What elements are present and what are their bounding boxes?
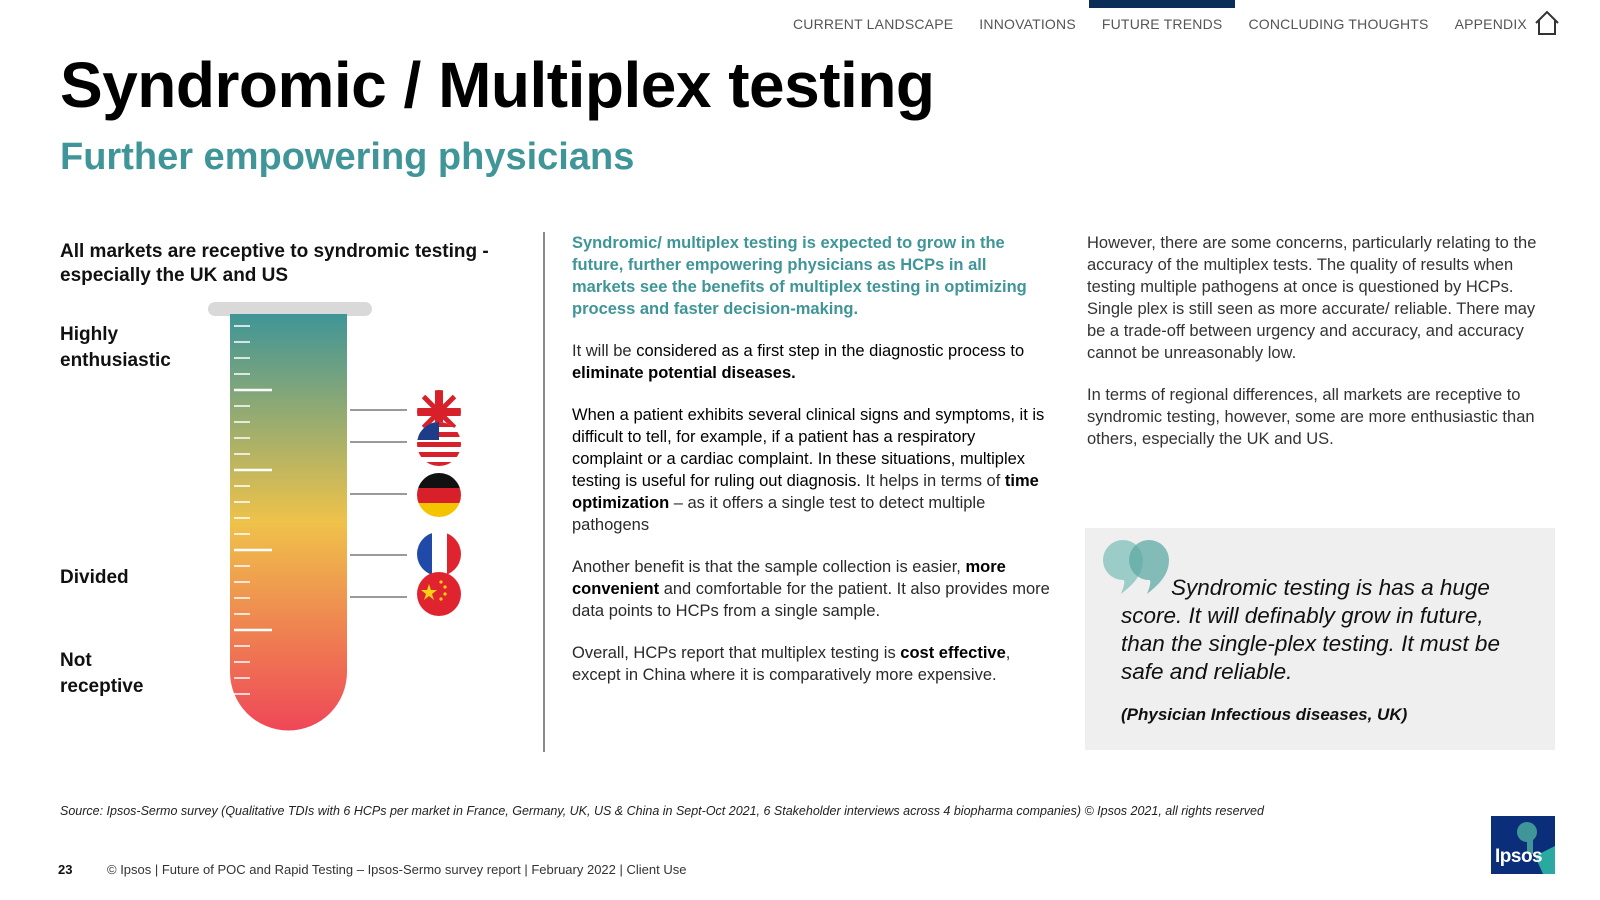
nav-future-trends[interactable]: FUTURE TRENDS — [1089, 0, 1236, 32]
scale-label-high-line2: enthusiastic — [60, 350, 171, 371]
middle-column — [572, 232, 1050, 706]
p2-bold-1: time optimization — [572, 472, 1039, 512]
nav-concluding-thoughts[interactable]: CONCLUDING THOUGHTS — [1248, 16, 1429, 32]
top-navigation — [780, 0, 1540, 40]
france-flag-icon — [417, 532, 462, 576]
page-number: 23 — [58, 862, 73, 877]
tube-cap — [208, 302, 372, 316]
footer-copyright: © Ipsos | Future of POC and Rapid Testing – Ipsos-Sermo survey report | February 2022 | Client Use — [107, 862, 687, 877]
page-title: Syndromic / Multiplex testing — [60, 49, 935, 121]
nav-innovations[interactable]: INNOVATIONS — [979, 16, 1076, 32]
middle-paragraph-1 — [572, 340, 1050, 384]
home-icon[interactable] — [1533, 9, 1561, 37]
quote-attribution: (Physician Infectious diseases, UK) — [1121, 705, 1408, 724]
ipsos-logo — [1491, 816, 1555, 874]
page-subtitle: Further empowering physicians — [60, 136, 635, 178]
right-column — [1087, 232, 1557, 470]
left-heading: All markets are receptive to syndromic testing - especially the UK and US — [60, 241, 489, 286]
p2-text-2: – as it offers a single test to detect multiple pathogens — [572, 494, 986, 534]
p1-emph-1: considered as a first step in the diagnostic process to — [636, 342, 1025, 360]
test-tube-scale — [200, 300, 480, 760]
middle-paragraph-4 — [572, 642, 1050, 686]
column-divider — [543, 232, 545, 752]
scale-label-not-line2: receptive — [60, 676, 144, 697]
right-paragraph-1: However, there are some concerns, particularly relating to the accuracy of the multiplex tests. The quality of results when testing multiple pathogens at once is questioned by HCPs. Single plex is still seen as more accurate/ reliable. There may be a trade-off between urgency and accuracy, and accuracy cannot be unreasonably low. — [1087, 234, 1537, 362]
scale-label-not — [60, 648, 143, 700]
china-flag-icon — [417, 572, 461, 616]
us-flag-icon — [417, 422, 461, 467]
scale-label-divided: Divided — [60, 567, 129, 588]
p3-text-1: Another benefit is that the sample collection is easier, — [572, 558, 966, 576]
middle-lead-paragraph: Syndromic/ multiplex testing is expected to grow in the future, further empowering physicians as HCPs in all markets see the benefits of multiplex testing in optimizing process and faster decision-making. — [572, 234, 1027, 318]
p4-bold-1: cost effective — [900, 644, 1006, 662]
scale-label-not-line1: Not — [60, 650, 92, 671]
p3-bold-1: more convenient — [572, 558, 1006, 598]
p4-text-1: Overall, HCPs report that multiplex testing is — [572, 644, 901, 662]
nav-current-landscape[interactable]: CURRENT LANDSCAPE — [793, 16, 954, 32]
p1-text-1: It will be — [572, 342, 637, 360]
p2-emph-1: When a patient exhibits several clinical signs and symptoms, it is difficult to tell, for example, if a patient has a respiratory complaint or a cardiac complaint. In these situations, multiplex testing is useful for ruling out diagnosis. — [572, 406, 1045, 490]
p2-text-1: It helps in terms of — [860, 472, 1005, 490]
quote-text: Syndromic testing is has a huge score. It will definably grow in future, than the single-plex testing. It must be safe and reliable. — [1121, 575, 1500, 684]
right-paragraph-2: In terms of regional differences, all markets are receptive to syndromic testing, however, some are more enthusiastic than others, especially the UK and US. — [1087, 386, 1535, 448]
tube-body — [230, 314, 347, 731]
p4-text-2: , except in China where it is comparatively more expensive. — [572, 644, 1011, 684]
p3-text-2: and comfortable for the patient. It also provides more data points to HCPs from a single sample. — [572, 580, 1050, 620]
middle-paragraph-2 — [572, 404, 1050, 536]
source-note: Source: Ipsos-Sermo survey (Qualitative TDIs with 6 HCPs per market in France, Germany, UK, US & China in Sept-Oct 2021, 6 Stakeholder interviews across 4 biopharma companies) © Ipsos 2021, all rights reserved — [60, 804, 1264, 818]
germany-flag-icon — [417, 473, 461, 518]
scale-label-high-line1: Highly — [60, 324, 119, 345]
nav-appendix[interactable]: APPENDIX — [1454, 16, 1527, 32]
quote-box — [1085, 528, 1555, 750]
scale-label-high — [60, 322, 171, 374]
logo-text: Ipsos — [1495, 846, 1543, 867]
middle-paragraph-3 — [572, 556, 1050, 622]
p1-bold-1: eliminate potential diseases. — [572, 364, 796, 382]
